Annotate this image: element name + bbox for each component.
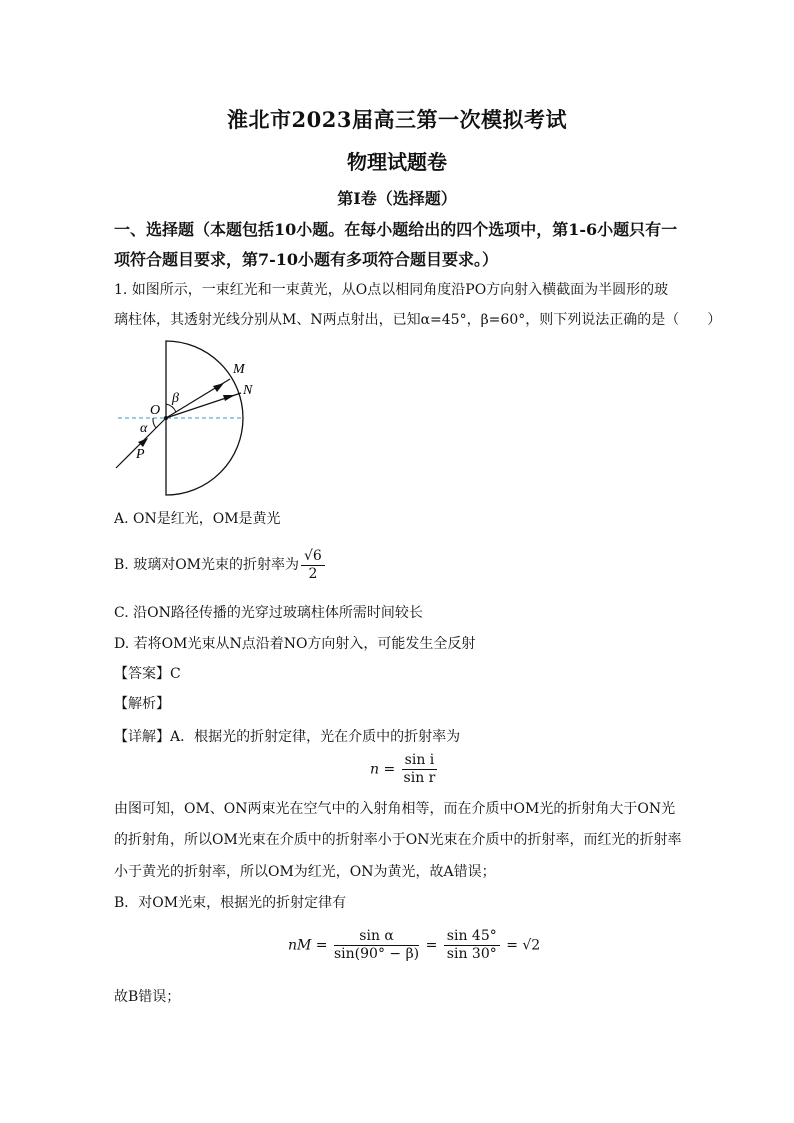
alpha-arc <box>153 418 156 428</box>
label-o: O <box>150 403 161 418</box>
analysis-b-conclusion: 故B错误； <box>114 989 181 1005</box>
exam-title: 淮北市2023届高三第一次模拟考试 <box>227 107 567 132</box>
exam-subtitle: 物理试题卷 <box>347 150 447 174</box>
formula2-rhs: = √2 <box>506 937 541 954</box>
formula1-lhs: n = <box>370 761 396 778</box>
incident-arrow <box>138 438 148 447</box>
analysis-b-intro: B．对OM光束，根据光的折射定律有 <box>114 895 347 911</box>
option-b <box>114 547 327 583</box>
formula2-f1-denominator: sin(90° − β) <box>334 946 420 962</box>
label-beta: β <box>172 391 179 406</box>
formula2-lhs: nM = <box>288 937 328 954</box>
question1-stem-line1: 1. 如图所示，一束红光和一束黄光，从O点以相同角度沿PO方向射入横截面为半圆形的玻 <box>114 282 669 298</box>
label-n: N <box>243 383 253 398</box>
analysis-a-line1: 由图可知，OM、ON两束光在空气中的入射角相等，而在介质中OM光的折射角大于ON光 <box>114 801 676 817</box>
refraction-diagram <box>110 336 260 501</box>
option-c: C. 沿ON路径传播的光穿过玻璃柱体所需时间较长 <box>114 605 423 621</box>
option-d: D. 若将OM光束从N点沿着NO方向射入，可能发生全反射 <box>114 636 476 652</box>
analysis-label: 【解析】 <box>114 696 170 712</box>
answer-label: 【答案】C <box>114 666 181 682</box>
section-heading-line2: 项符合题目要求，第7-10小题有多项符合题目要求。） <box>114 250 499 269</box>
option-a: A. ON是红光，OM是黄光 <box>114 511 281 527</box>
analysis-a-line2: 的折射角，所以OM光束在介质中的折射率小于ON光束在介质中的折射率，而红光的折射率 <box>114 832 682 848</box>
formula1-denominator: sin r <box>403 770 436 786</box>
equals-sign: = <box>425 937 438 954</box>
ray-on-arrow <box>223 395 235 401</box>
detail-line: 【详解】A．根据光的折射定律，光在介质中的折射率为 <box>114 729 461 745</box>
label-m: M <box>233 362 245 377</box>
section-heading-line1: 一、选择题（本题包括10小题。在每小题给出的四个选项中，第1-6小题只有一 <box>114 220 678 239</box>
option-b-numerator: √6 <box>301 548 325 566</box>
formula2-f2-denominator: sin 30° <box>446 946 497 962</box>
formula2-fraction2 <box>444 928 500 963</box>
option-b-denominator: 2 <box>308 565 318 582</box>
formula1-numerator: sin i <box>402 752 438 770</box>
formula2-f2-numerator: sin 45° <box>444 928 500 946</box>
formula-nm <box>288 928 540 963</box>
formula-refraction-index <box>370 752 439 787</box>
part-title: 第I卷（选择题） <box>337 189 457 208</box>
label-p: P <box>136 447 145 462</box>
label-alpha: α <box>140 421 148 436</box>
analysis-a-line3: 小于黄光的折射率，所以OM为红光，ON为黄光，故A错误； <box>114 864 496 880</box>
option-b-text: B. 玻璃对OM光束的折射率为 <box>114 557 300 573</box>
formula2-f1-numerator: sin α <box>334 928 419 946</box>
formula1-fraction <box>402 752 438 787</box>
formula2-fraction1 <box>334 928 419 963</box>
section-heading <box>114 215 684 275</box>
point-o <box>164 416 168 420</box>
option-b-fraction <box>301 548 325 583</box>
question1-stem-line2: 璃柱体，其透射光线分别从M、N两点射出，已知α=45°，β=60°，则下列说法正确的是（ ） <box>114 312 722 328</box>
ray-om-arrow <box>213 383 224 392</box>
